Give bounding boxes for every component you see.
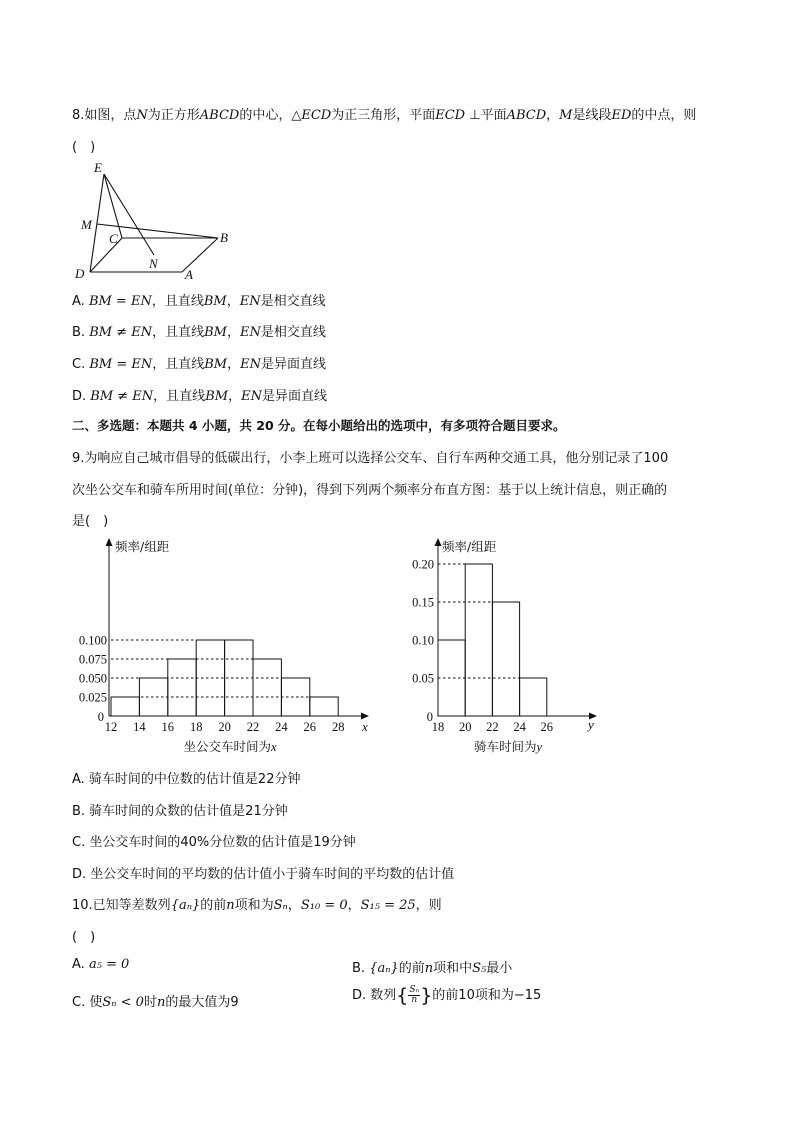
histogram-bar bbox=[139, 678, 167, 716]
q8-option-c: C. BM = EN，且直线BM，EN是异面直线 bbox=[72, 357, 327, 372]
y-tick-label: 0.15 bbox=[412, 595, 434, 610]
q9-option-b: B. 骑车时间的众数的估计值是21分钟 bbox=[72, 804, 288, 819]
label-B: B bbox=[220, 230, 228, 245]
x-tick-label: 18 bbox=[189, 720, 203, 734]
q10-option-a: A. a₅ = 0 bbox=[72, 957, 130, 972]
histogram-bar bbox=[310, 697, 338, 716]
x-tick-label: 28 bbox=[331, 720, 345, 734]
x-tick-label: 26 bbox=[303, 720, 317, 734]
histogram-bar bbox=[111, 697, 139, 716]
chart0-caption: 坐公交车时间为x bbox=[183, 739, 277, 754]
q9-stem-line1: 9.为响应自己城市倡导的低碳出行，小李上班可以选择公交车、自行车两种交通工具，他分别记录了100 bbox=[72, 451, 669, 466]
x-tick-label: 26 bbox=[540, 720, 554, 734]
histogram-bar bbox=[225, 640, 253, 716]
q8-option-d: D. BM ≠ EN，且直线BM，EN是异面直线 bbox=[72, 389, 327, 404]
q9-stem-line2: 次坐公交车和骑车所用时间(单位：分钟)，得到下列两个频率分布直方图：基于以上统计信息，则正确的 bbox=[72, 483, 668, 498]
y-tick-label: 0.025 bbox=[78, 690, 107, 705]
fraction-sn-over-n: $\frac{\text{Sₙ}}{n}$ bbox=[409, 985, 420, 1005]
y-tick-label: 0.05 bbox=[412, 671, 434, 686]
q9-option-a: A. 骑车时间的中位数的估计值是22分钟 bbox=[72, 772, 301, 787]
x-tick-label: 16 bbox=[161, 720, 175, 734]
q10-option-b: B. {aₙ}的前n项和中S₅最小 bbox=[352, 961, 513, 976]
histogram-bar bbox=[196, 640, 224, 716]
histogram-bar bbox=[465, 564, 492, 716]
x-tick-label: 20 bbox=[458, 720, 472, 734]
chart1-caption: 骑车时间为y bbox=[473, 739, 543, 754]
x-tick-label: 20 bbox=[218, 720, 231, 734]
x-tick-label: 18 bbox=[431, 720, 445, 734]
histogram-bar bbox=[438, 640, 465, 716]
chart1-ylabel: 频率/组距 bbox=[442, 539, 497, 554]
histogram-bar bbox=[281, 678, 309, 716]
chart0-y-arrow bbox=[106, 538, 113, 546]
chart1-origin: 0 bbox=[426, 710, 433, 724]
x-tick-label: 22 bbox=[486, 720, 499, 734]
x-tick-label: 24 bbox=[513, 720, 526, 734]
y-tick-label: 0.20 bbox=[412, 557, 434, 572]
brace-close: } bbox=[420, 984, 433, 1007]
chart1-y-arrow bbox=[435, 538, 442, 546]
q10-paren: ( ) bbox=[72, 930, 96, 945]
y-tick-label: 0.075 bbox=[78, 652, 107, 667]
bus-time-histogram bbox=[70, 534, 380, 762]
chart0-xlabel: x bbox=[362, 719, 368, 734]
x-tick-label: 24 bbox=[275, 720, 288, 734]
q9-option-c: C. 坐公交车时间的40%分位数的估计值是19分钟 bbox=[72, 835, 356, 850]
histogram-bar bbox=[253, 659, 281, 716]
q8-option-a: A. BM = EN，且直线BM，EN是相交直线 bbox=[72, 294, 326, 309]
q10-option-d: D. 数列{ $\frac{\text{Sₙ}}{n}$ }的前10项和为−15 bbox=[352, 984, 542, 1007]
x-tick-label: 22 bbox=[246, 720, 260, 734]
q8-stem: 8.如图，点N为正方形ABCD的中心，△ECD为正三角形，平面ECD ⊥平面ABCD，M是线段ED的中点，则 bbox=[72, 108, 697, 123]
edge-EC bbox=[104, 174, 122, 238]
q8-paren: ( ) bbox=[72, 140, 96, 155]
label-A: A bbox=[185, 267, 193, 282]
label-C: C bbox=[109, 231, 118, 246]
x-tick-label: 12 bbox=[104, 720, 118, 734]
edge-ED bbox=[90, 174, 104, 272]
label-M: M bbox=[81, 217, 92, 232]
histogram-bar bbox=[492, 602, 519, 716]
x-tick-label: 14 bbox=[133, 720, 146, 734]
section-heading: 二、多选题：本题共 4 小题，共 20 分。在每小题给出的选项中，有多项符合题目要求。 bbox=[72, 418, 566, 433]
histogram-bar bbox=[520, 678, 547, 716]
chart1-xlabel: y bbox=[588, 717, 594, 732]
chart0-ylabel: 频率/组距 bbox=[115, 539, 170, 554]
chart0-bars bbox=[111, 640, 338, 716]
q8-option-b: B. BM ≠ EN，且直线BM，EN是相交直线 bbox=[72, 325, 326, 340]
q8-geometry-figure bbox=[72, 158, 242, 282]
chart0-origin: 0 bbox=[97, 710, 104, 724]
q9-stem-line3: 是( ) bbox=[72, 514, 109, 529]
y-tick-label: 0.10 bbox=[412, 633, 434, 648]
bike-time-histogram bbox=[400, 534, 610, 762]
q10-stem: 10.已知等差数列{aₙ}的前n项和为Sₙ，S₁₀ = 0，S₁₅ = 25，则 bbox=[72, 898, 442, 913]
label-E: E bbox=[94, 160, 102, 175]
label-D: D bbox=[75, 266, 85, 281]
q10-option-c: C. 使Sₙ < 0时n的最大值为9 bbox=[72, 995, 239, 1010]
y-tick-label: 0.100 bbox=[78, 633, 107, 648]
histogram-bar bbox=[168, 659, 196, 716]
brace-open: { bbox=[396, 984, 409, 1007]
label-N: N bbox=[149, 256, 158, 271]
y-tick-label: 0.050 bbox=[78, 671, 107, 686]
q9-option-d: D. 坐公交车时间的平均数的估计值小于骑车时间的平均数的估计值 bbox=[72, 867, 455, 882]
